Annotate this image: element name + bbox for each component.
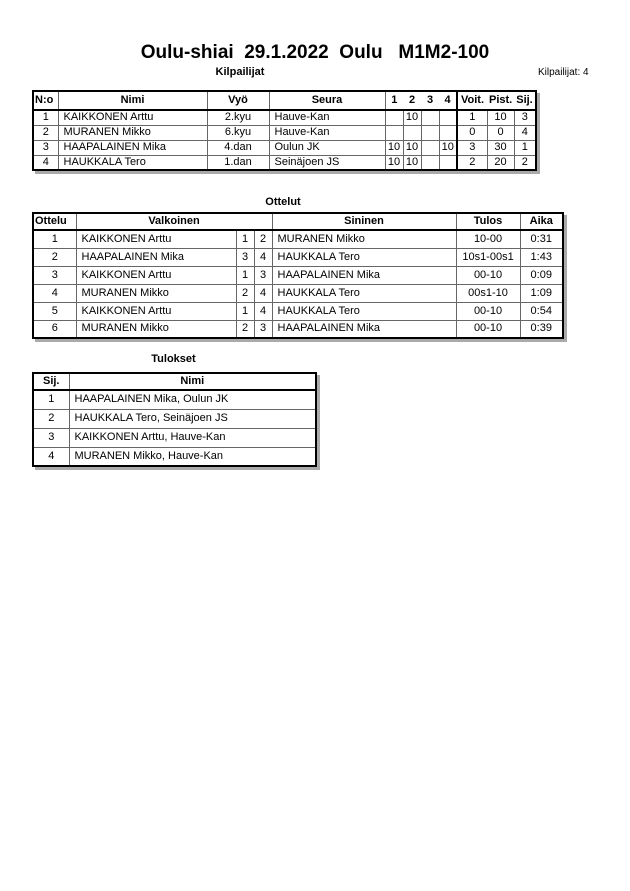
result-place: 3 bbox=[33, 428, 69, 447]
score-grid-cell bbox=[439, 110, 457, 125]
blue-competitor: HAAPALAINEN Mika bbox=[272, 266, 456, 284]
score-grid-cell: 10 bbox=[403, 140, 421, 155]
competitor-name: HAAPALAINEN Mika bbox=[58, 140, 207, 155]
match-time: 1:09 bbox=[520, 284, 563, 302]
blue-number: 3 bbox=[254, 266, 272, 284]
page-title: Oulu-shiai 29.1.2022 Oulu M1M2-100 bbox=[140, 42, 490, 63]
match-result: 00-10 bbox=[456, 266, 520, 284]
kilpailijat-section-label: Kilpailijat bbox=[215, 66, 265, 78]
blue-number: 4 bbox=[254, 284, 272, 302]
competitor-place: 2 bbox=[514, 155, 536, 170]
competitor-wins: 3 bbox=[457, 140, 487, 155]
result-place: 2 bbox=[33, 409, 69, 428]
score-grid-cell: 10 bbox=[439, 140, 457, 155]
competitor-wins: 2 bbox=[457, 155, 487, 170]
match-result: 10-00 bbox=[456, 230, 520, 248]
col-header-2: 2 bbox=[403, 91, 421, 110]
col-header-valkoinen: Valkoinen bbox=[76, 213, 272, 230]
col-header-sininen: Sininen bbox=[272, 213, 456, 230]
tulokset-row bbox=[33, 390, 316, 409]
competitor-club: Oulun JK bbox=[269, 140, 385, 155]
kilpailijat-row bbox=[33, 155, 536, 170]
ottelut-table bbox=[32, 212, 564, 339]
blue-number: 4 bbox=[254, 248, 272, 266]
score-grid-cell: 10 bbox=[385, 140, 403, 155]
tulokset-section-label: Tulokset bbox=[151, 353, 196, 365]
competitor-number: 2 bbox=[33, 125, 58, 140]
result-name: HAUKKALA Tero, Seinäjoen JS bbox=[69, 409, 316, 428]
white-competitor: KAIKKONEN Arttu bbox=[76, 302, 236, 320]
match-result: 00s1-10 bbox=[456, 284, 520, 302]
match-result: 00-10 bbox=[456, 302, 520, 320]
score-grid-cell bbox=[421, 140, 439, 155]
col-header-aika: Aika bbox=[520, 213, 563, 230]
tulokset-row bbox=[33, 428, 316, 447]
competitor-place: 4 bbox=[514, 125, 536, 140]
result-name: KAIKKONEN Arttu, Hauve-Kan bbox=[69, 428, 316, 447]
blue-number: 3 bbox=[254, 320, 272, 338]
white-competitor: KAIKKONEN Arttu bbox=[76, 266, 236, 284]
match-number: 4 bbox=[33, 284, 76, 302]
score-grid-cell bbox=[385, 110, 403, 125]
col-header-1: 1 bbox=[385, 91, 403, 110]
competitor-name: KAIKKONEN Arttu bbox=[58, 110, 207, 125]
competitor-name: HAUKKALA Tero bbox=[58, 155, 207, 170]
white-competitor: HAAPALAINEN Mika bbox=[76, 248, 236, 266]
kilpailijat-table bbox=[32, 90, 537, 171]
white-number: 2 bbox=[236, 320, 254, 338]
white-number: 1 bbox=[236, 302, 254, 320]
white-number: 2 bbox=[236, 284, 254, 302]
kilpailijat-row bbox=[33, 110, 536, 125]
tulokset-row bbox=[33, 409, 316, 428]
col-header-sij: Sij. bbox=[514, 91, 536, 110]
match-time: 0:39 bbox=[520, 320, 563, 338]
ottelut-row bbox=[33, 302, 563, 320]
match-number: 1 bbox=[33, 230, 76, 248]
col-header-4: 4 bbox=[439, 91, 457, 110]
col-header-no: N:o bbox=[33, 91, 58, 110]
ottelut-row bbox=[33, 284, 563, 302]
blue-competitor: HAUKKALA Tero bbox=[272, 248, 456, 266]
competitor-name: MURANEN Mikko bbox=[58, 125, 207, 140]
tulokset-header-row bbox=[33, 373, 316, 390]
competitor-belt: 2.kyu bbox=[207, 110, 269, 125]
competitor-points: 0 bbox=[487, 125, 514, 140]
kilpailijat-row bbox=[33, 140, 536, 155]
white-competitor: KAIKKONEN Arttu bbox=[76, 230, 236, 248]
col-header-vyo: Vyö bbox=[207, 91, 269, 110]
result-place: 4 bbox=[33, 447, 69, 466]
competitor-place: 1 bbox=[514, 140, 536, 155]
white-number: 1 bbox=[236, 230, 254, 248]
col-header-sij: Sij. bbox=[33, 373, 69, 390]
competitor-place: 3 bbox=[514, 110, 536, 125]
competitor-count-label: Kilpailijat: 4 bbox=[538, 67, 589, 78]
result-name: HAAPALAINEN Mika, Oulun JK bbox=[69, 390, 316, 409]
competitor-belt: 6.kyu bbox=[207, 125, 269, 140]
ottelut-section-label: Ottelut bbox=[265, 196, 301, 208]
col-header-seura: Seura bbox=[269, 91, 385, 110]
match-result: 10s1-00s1 bbox=[456, 248, 520, 266]
blue-number: 4 bbox=[254, 302, 272, 320]
match-time: 0:31 bbox=[520, 230, 563, 248]
match-number: 2 bbox=[33, 248, 76, 266]
score-grid-cell: 10 bbox=[403, 110, 421, 125]
competitor-belt: 4.dan bbox=[207, 140, 269, 155]
match-number: 6 bbox=[33, 320, 76, 338]
match-time: 1:43 bbox=[520, 248, 563, 266]
competitor-wins: 0 bbox=[457, 125, 487, 140]
col-header-voit: Voit. bbox=[457, 91, 487, 110]
competitor-points: 20 bbox=[487, 155, 514, 170]
match-number: 3 bbox=[33, 266, 76, 284]
score-grid-cell: 10 bbox=[403, 155, 421, 170]
match-time: 0:54 bbox=[520, 302, 563, 320]
ottelut-row bbox=[33, 230, 563, 248]
blue-competitor: MURANEN Mikko bbox=[272, 230, 456, 248]
col-header-pist: Pist. bbox=[487, 91, 514, 110]
score-grid-cell bbox=[439, 155, 457, 170]
white-competitor: MURANEN Mikko bbox=[76, 320, 236, 338]
white-number: 3 bbox=[236, 248, 254, 266]
competitor-wins: 1 bbox=[457, 110, 487, 125]
competitor-club: Hauve-Kan bbox=[269, 125, 385, 140]
ottelut-row bbox=[33, 266, 563, 284]
competitor-number: 3 bbox=[33, 140, 58, 155]
kilpailijat-header-row bbox=[33, 91, 536, 110]
match-time: 0:09 bbox=[520, 266, 563, 284]
tulokset-table bbox=[32, 372, 317, 467]
score-grid-cell bbox=[403, 125, 421, 140]
col-header-nimi: Nimi bbox=[58, 91, 207, 110]
competitor-number: 1 bbox=[33, 110, 58, 125]
white-competitor: MURANEN Mikko bbox=[76, 284, 236, 302]
score-grid-cell bbox=[421, 125, 439, 140]
score-grid-cell bbox=[439, 125, 457, 140]
kilpailijat-row bbox=[33, 125, 536, 140]
score-grid-cell bbox=[421, 110, 439, 125]
match-result: 00-10 bbox=[456, 320, 520, 338]
competitor-number: 4 bbox=[33, 155, 58, 170]
result-name: MURANEN Mikko, Hauve-Kan bbox=[69, 447, 316, 466]
blue-competitor: HAUKKALA Tero bbox=[272, 302, 456, 320]
match-number: 5 bbox=[33, 302, 76, 320]
ottelut-row bbox=[33, 320, 563, 338]
tulokset-row bbox=[33, 447, 316, 466]
score-grid-cell: 10 bbox=[385, 155, 403, 170]
col-header-ottelu: Ottelu bbox=[33, 213, 76, 230]
competitor-points: 10 bbox=[487, 110, 514, 125]
blue-competitor: HAUKKALA Tero bbox=[272, 284, 456, 302]
col-header-nimi: Nimi bbox=[69, 373, 316, 390]
competitor-club: Seinäjoen JS bbox=[269, 155, 385, 170]
competitor-club: Hauve-Kan bbox=[269, 110, 385, 125]
result-place: 1 bbox=[33, 390, 69, 409]
ottelut-row bbox=[33, 248, 563, 266]
white-number: 1 bbox=[236, 266, 254, 284]
ottelut-header-row bbox=[33, 213, 563, 230]
col-header-tulos: Tulos bbox=[456, 213, 520, 230]
col-header-3: 3 bbox=[421, 91, 439, 110]
blue-number: 2 bbox=[254, 230, 272, 248]
score-grid-cell bbox=[385, 125, 403, 140]
blue-competitor: HAAPALAINEN Mika bbox=[272, 320, 456, 338]
competitor-belt: 1.dan bbox=[207, 155, 269, 170]
competitor-points: 30 bbox=[487, 140, 514, 155]
score-grid-cell bbox=[421, 155, 439, 170]
